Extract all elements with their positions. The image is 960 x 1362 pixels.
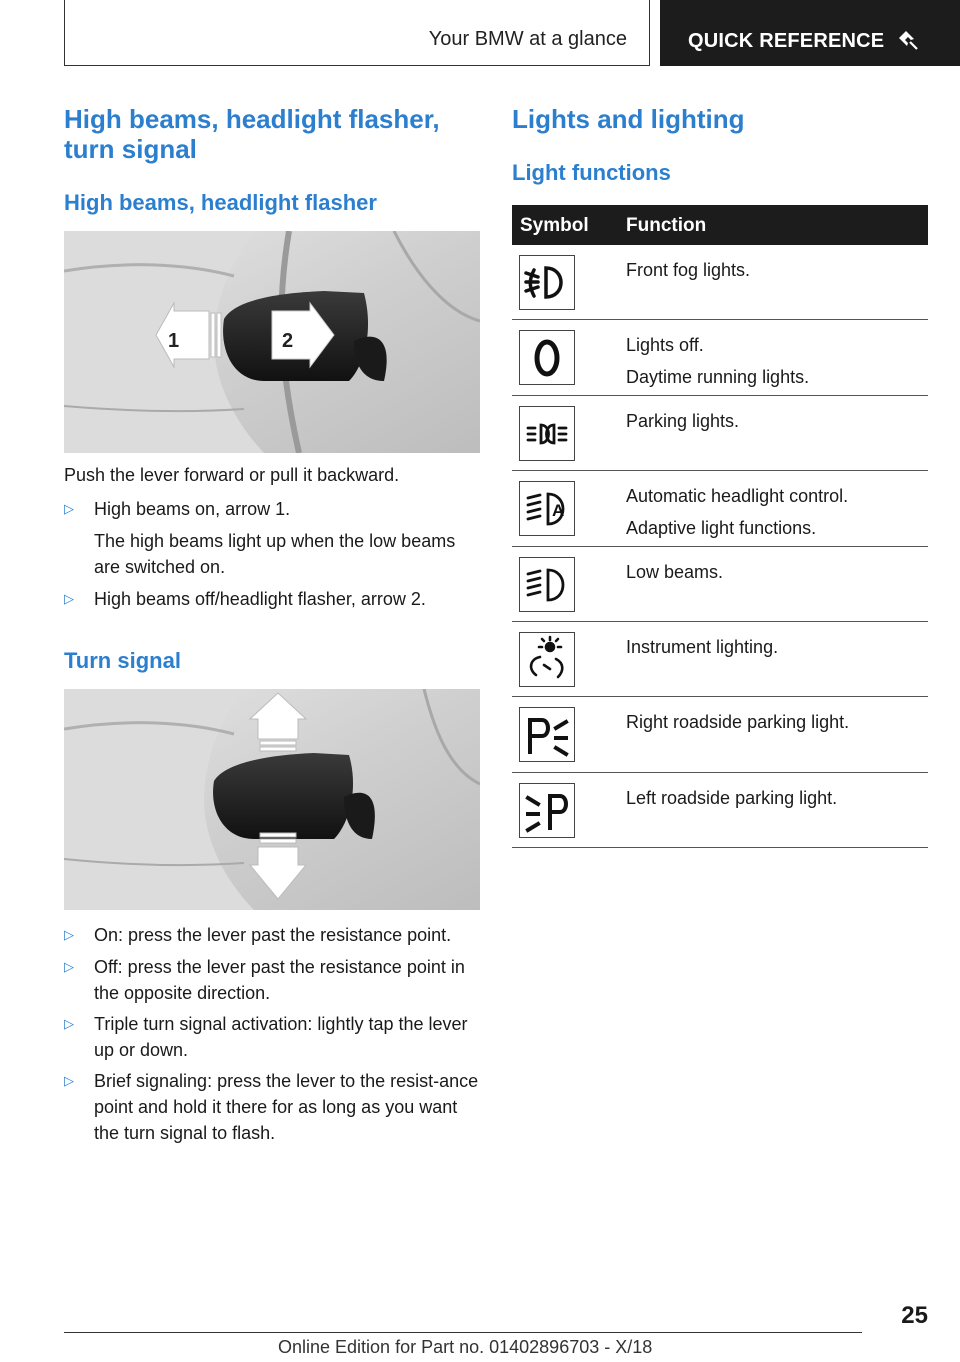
parking-lights-icon	[519, 406, 575, 461]
column-header-symbol: Symbol	[520, 215, 589, 236]
function-text: Lights off.	[626, 335, 704, 356]
instrument-lighting-icon	[519, 632, 575, 687]
function-text: Low beams.	[626, 561, 724, 582]
arrow-2-label: 2	[282, 330, 294, 352]
bullet-triangle-icon: ▷	[64, 927, 74, 942]
high-beams-lever-photo	[64, 231, 480, 453]
subsection-title-high-beams: High beams, headlight flasher	[64, 190, 377, 215]
bullet-text: High beams off/headlight flasher, arrow 2.	[94, 589, 426, 609]
arrow-1-label: 1	[168, 330, 180, 352]
low-beams-icon	[519, 557, 575, 612]
pin-icon	[896, 28, 920, 57]
function-text: Instrument lighting.	[626, 636, 779, 657]
table-row	[512, 697, 928, 772]
function-text: Adaptive light functions.	[626, 518, 817, 539]
table-row	[512, 773, 928, 848]
footer-edition-text: Online Edition for Part no. 01402896703 - X/18	[278, 1337, 653, 1357]
bullet-text: Off: press the lever past the resistance point in the opposite direction.	[94, 957, 465, 1003]
lever-intro-text: Push the lever forward or pull it backward.	[64, 465, 400, 485]
table-row	[512, 471, 928, 546]
table-row	[512, 622, 928, 697]
bullet-triangle-icon: ▷	[64, 501, 74, 516]
svg-text:A: A	[552, 501, 565, 521]
bullet-subtext: The high beams light up when the low beams are switched on.	[94, 531, 456, 577]
bullet-triangle-icon: ▷	[64, 591, 74, 606]
list-item	[64, 1011, 484, 1063]
bullet-text: On: press the lever past the resistance point.	[94, 925, 452, 945]
header-section-box	[64, 0, 650, 66]
left-roadside-parking-icon	[519, 783, 575, 838]
header-section-title: Your BMW at a glance	[428, 28, 627, 50]
footer-divider	[64, 1332, 862, 1333]
quick-reference-tab[interactable]	[660, 0, 960, 66]
table-row	[512, 547, 928, 622]
table-row	[512, 396, 928, 471]
bullet-text: Brief signaling: press the lever to the resist-ance point and hold it there for as long as you want the turn signal to flash.	[94, 1071, 479, 1143]
list-item	[64, 922, 484, 948]
turn-signal-lever-photo	[64, 689, 480, 910]
list-item	[64, 496, 484, 580]
list-item	[64, 1068, 484, 1146]
bullet-triangle-icon: ▷	[64, 959, 74, 974]
lights-off-icon	[519, 330, 575, 385]
subsection-title-light-functions: Light functions	[512, 160, 671, 185]
table-row	[512, 320, 928, 395]
column-header-function: Function	[626, 215, 707, 236]
bullet-triangle-icon: ▷	[64, 1073, 74, 1088]
function-text: Left roadside parking light.	[626, 787, 838, 808]
section-title-high-beams: High beams, headlight flasher, turn signal	[64, 104, 440, 164]
list-item	[64, 586, 484, 612]
section-title-lights: Lights and lighting	[512, 104, 745, 134]
subsection-title-turn-signal: Turn signal	[64, 648, 181, 673]
light-functions-table	[512, 205, 928, 848]
automatic-headlight-icon	[519, 481, 575, 536]
function-text: Parking lights.	[626, 410, 740, 431]
function-text: Front fog lights.	[626, 260, 751, 280]
function-text: Automatic headlight control.	[626, 486, 849, 507]
bullet-triangle-icon: ▷	[64, 1016, 74, 1031]
bullet-text: High beams on, arrow 1.	[94, 499, 291, 519]
list-item	[64, 954, 484, 1006]
bullet-text: Triple turn signal activation: lightly tap the lever up or down.	[94, 1014, 468, 1060]
function-text: Daytime running lights.	[626, 367, 810, 388]
quick-reference-label: QUICK REFERENCE	[688, 30, 885, 52]
right-roadside-parking-icon	[519, 707, 575, 762]
table-row	[512, 245, 928, 320]
table-header	[512, 205, 928, 245]
function-text: Right roadside parking light.	[626, 712, 850, 733]
page-number: 25	[901, 1302, 928, 1329]
front-fog-lights-icon	[519, 255, 575, 310]
